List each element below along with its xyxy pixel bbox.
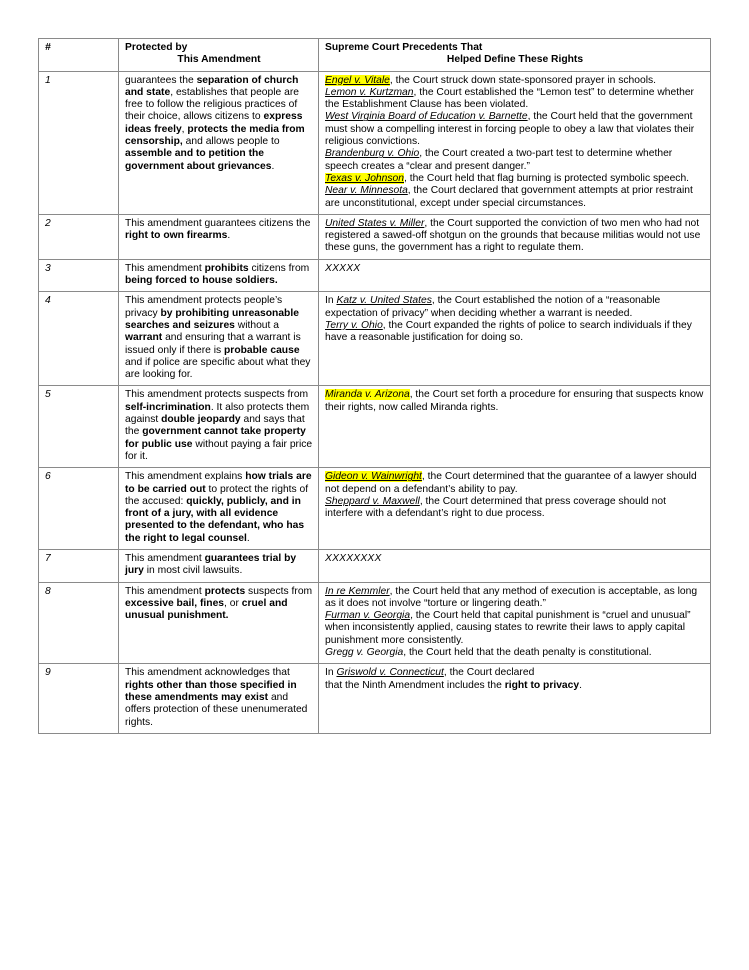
protected-by-cell: This amendment explains how trials are to be carried out to protect the rights of the accused: quickly, publicly, and in front of a jury, with all evidence presented to the defendant, who has the right to legal counsel. xyxy=(119,468,319,550)
protected-by-cell: This amendment protects people’s privacy by prohibiting unreasonable searches and seizures without a warrant and ensuring that a warrant is issued only if there is probable cause and if police are specific about what they are looking for. xyxy=(119,292,319,386)
protected-by-cell: This amendment prohibits citizens from being forced to house soldiers. xyxy=(119,259,319,292)
precedents-cell: Gideon v. Wainwright, the Court determined that the guarantee of a lawyer should not depend on a defendant’s ability to pay. Sheppard v. Maxwell, the Court determined that press coverage should not interfere with a defendant’s right to due process. xyxy=(319,468,711,550)
header-protected-line2: This Amendment xyxy=(177,54,261,66)
amendments-table xyxy=(38,38,711,734)
table-row xyxy=(39,214,711,259)
header-precedents-line2: Helped Define These Rights xyxy=(446,54,584,66)
header-protected-line1: Protected by xyxy=(125,42,188,53)
header-precedents-line1: Supreme Court Precedents That xyxy=(325,42,483,53)
header-number-column: # xyxy=(39,39,119,72)
amendment-number: 1 xyxy=(39,71,119,214)
header-row xyxy=(39,39,711,72)
table-row xyxy=(39,549,711,582)
precedents-cell: Miranda v. Arizona, the Court set forth a procedure for ensuring that suspects know their rights, now called Miranda rights. xyxy=(319,386,711,468)
precedents-cell: XXXXXXXX xyxy=(319,549,711,582)
protected-by-cell: This amendment acknowledges that rights other than those specified in these amendments may exist and offers protection of these unenumerated rights. xyxy=(119,664,319,733)
precedents-cell: XXXXX xyxy=(319,259,711,292)
protected-by-cell: This amendment guarantees trial by jury in most civil lawsuits. xyxy=(119,549,319,582)
precedents-cell: Engel v. Vitale, the Court struck down state-sponsored prayer in schools. Lemon v. Kurtzman, the Court established the “Lemon test” to determine whether the Establishment Clause has been violated. West Virginia Board of Education v. Barnette, the Court held that the government must show a compelling interest in forcing people to obey a law that violates their religious convictions. Brandenburg v. Ohio, the Court created a two-part test to determine whether speech creates a “clear and present danger.” Texas v. Johnson, the Court held that flag burning is protected symbolic speech. Near v. Minnesota, the Court declared that government attempts at prior restraint are unconstitutional, except under special circumstances. xyxy=(319,71,711,214)
amendment-number: 4 xyxy=(39,292,119,386)
protected-by-cell: This amendment guarantees citizens the right to own firearms. xyxy=(119,214,319,259)
amendment-number: 3 xyxy=(39,259,119,292)
protected-by-cell: This amendment protects suspects from excessive bail, fines, or cruel and unusual punishment. xyxy=(119,582,319,664)
table-row xyxy=(39,664,711,733)
header-protected-column xyxy=(119,39,319,72)
precedents-cell: In re Kemmler, the Court held that any method of execution is acceptable, as long as it does not involve “torture or lingering death.” Furman v. Georgia, the Court held that capital punishment is “cruel and unusual” when inconsistently applied, causing states to rewrite their laws to apply capital punishment more consistently. Gregg v. Georgia, the Court held that the death penalty is constitutional. xyxy=(319,582,711,664)
table-row xyxy=(39,259,711,292)
table-row xyxy=(39,71,711,214)
amendment-number: 9 xyxy=(39,664,119,733)
amendment-number: 6 xyxy=(39,468,119,550)
precedents-cell: In Griswold v. Connecticut, the Court declared that the Ninth Amendment includes the right to privacy. xyxy=(319,664,711,733)
protected-by-cell: guarantees the separation of church and state, establishes that people are free to follow the religious practices of their choice, allows citizens to express ideas freely, protects the media from censorship, and allows people to assemble and to petition the government about grievances. xyxy=(119,71,319,214)
amendment-number: 8 xyxy=(39,582,119,664)
amendments-table-container xyxy=(38,38,710,734)
table-body xyxy=(39,71,711,733)
protected-by-cell: This amendment protects suspects from self-incrimination. It also protects them against double jeopardy and says that the government cannot take property for public use without paying a fair price for it. xyxy=(119,386,319,468)
table-row xyxy=(39,292,711,386)
table-row xyxy=(39,386,711,468)
table-row xyxy=(39,468,711,550)
amendment-number: 5 xyxy=(39,386,119,468)
amendment-number: 2 xyxy=(39,214,119,259)
precedents-cell: United States v. Miller, the Court supported the conviction of two men who had not registered a sawed-off shotgun on the grounds that because militias would not use these guns, the government has a right to regulate them. xyxy=(319,214,711,259)
table-row xyxy=(39,582,711,664)
amendment-number: 7 xyxy=(39,549,119,582)
precedents-cell: In Katz v. United States, the Court established the notion of a “reasonable expectation of privacy” when deciding whether a warrant is needed. Terry v. Ohio, the Court expanded the rights of police to search individuals if they have a reasonable justification for doing so. xyxy=(319,292,711,386)
header-precedents-column xyxy=(319,39,711,72)
table-header xyxy=(39,39,711,72)
